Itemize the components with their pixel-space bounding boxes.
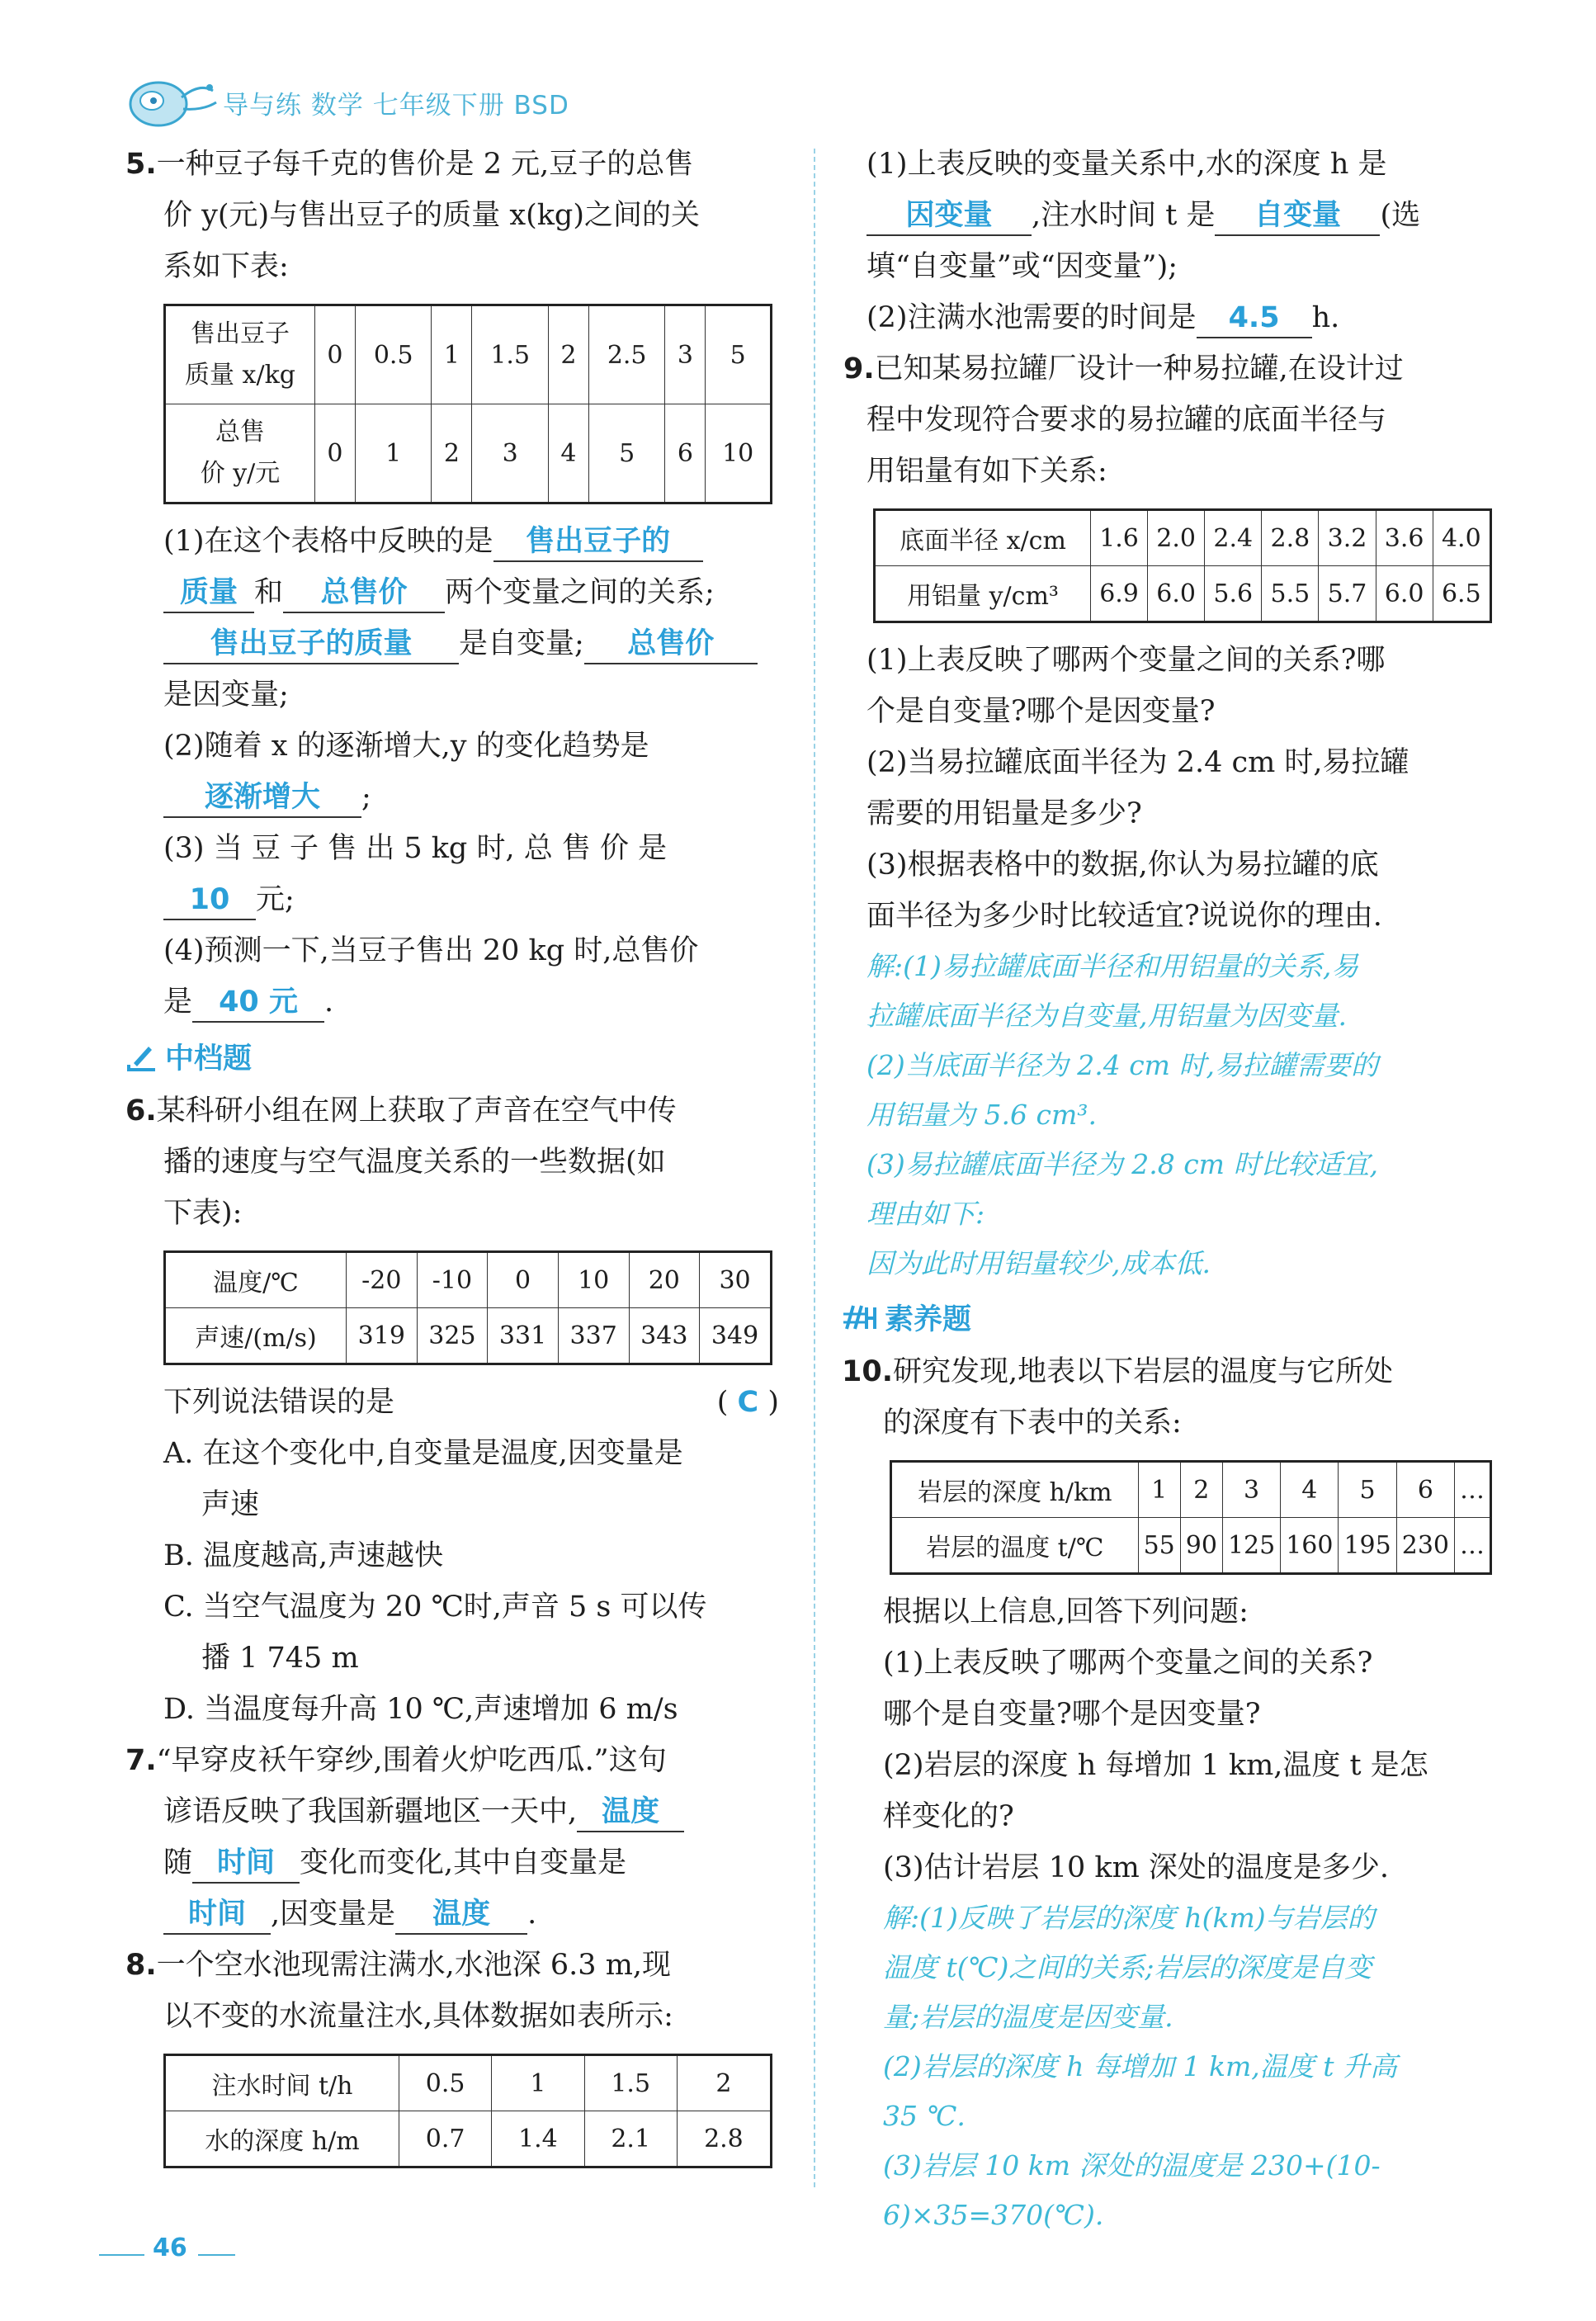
table-cell: …: [1455, 1462, 1491, 1518]
table-cell: 3.2: [1319, 510, 1376, 566]
row-header: 声速/(m/s): [165, 1308, 347, 1364]
right-column: [842, 139, 1495, 2240]
table-cell: 2.0: [1148, 510, 1205, 566]
row-header: 总售 价 y/元: [165, 404, 315, 503]
question-text: (1)上表反映了哪两个变量之间的关系?: [883, 1647, 1373, 1680]
table-cell: 90: [1180, 1518, 1222, 1574]
question-8-parts: [866, 139, 1495, 343]
table-cell: 6.5: [1433, 566, 1490, 622]
question-text: (3)根据表格中的数据,你认为易拉罐的底: [866, 849, 1379, 882]
solution-line: 解:(1)易拉罐底面半径和用铝量的关系,易: [866, 950, 1359, 982]
page-header: [124, 64, 784, 139]
table-cell: 0: [315, 305, 356, 404]
table-cell: 3.6: [1376, 510, 1433, 566]
table-cell: 5: [1339, 1462, 1396, 1518]
table-cell: 2: [432, 404, 472, 503]
table-cell: 2: [548, 305, 588, 404]
table-cell: 2: [1180, 1462, 1222, 1518]
question-text: 的深度有下表中的关系:: [883, 1406, 1182, 1439]
solution-line: 35 ℃.: [883, 2100, 966, 2132]
table-cell: 160: [1281, 1518, 1339, 1574]
question-text: 用铝量有如下关系:: [866, 455, 1107, 488]
table-cell: 2: [677, 2055, 771, 2111]
table-cell: 5: [588, 404, 665, 503]
solution-line: 用铝量为 5.6 cm³.: [866, 1099, 1097, 1131]
row-header: 岩层的深度 h/km: [891, 1462, 1139, 1518]
table-cell: 230: [1396, 1518, 1454, 1574]
section-heading-literacy: 素养题: [842, 1288, 1495, 1346]
table-cell: 337: [558, 1308, 629, 1364]
question-text: “早穿皮袄午穿纱,围着火炉吃西瓜.”这句: [156, 1744, 667, 1777]
question-text: 随: [163, 1846, 193, 1879]
question-text: (1)在这个表格中反映的是: [163, 525, 493, 558]
question-text: 是自变量;: [459, 627, 584, 660]
solution-line: 拉罐底面半径为自变量,用铝量为因变量.: [866, 1000, 1347, 1032]
table-cell: 1: [1138, 1462, 1180, 1518]
row-header: 温度/℃: [165, 1252, 347, 1308]
answer-fill: 温度: [395, 1895, 527, 1935]
question-text: (2)注满水池需要的时间是: [866, 301, 1197, 334]
question-text: 元;: [256, 883, 295, 916]
option-d: D. 当温度每升高 10 ℃,声速增加 6 m/s: [163, 1693, 678, 1726]
table-cell: 325: [417, 1308, 488, 1364]
table-cell: 0.5: [399, 2055, 492, 2111]
table-row: [165, 2111, 772, 2167]
question-text: 某科研小组在网上获取了声音在空气中传: [156, 1094, 677, 1127]
question-text: (3) 当 豆 子 售 出 5 kg 时, 总 售 价 是: [163, 832, 668, 865]
table-cell: 1.6: [1091, 510, 1148, 566]
solution-line: 解:(1)反映了岩层的深度 h(km)与岩层的: [883, 1902, 1375, 1934]
question-text: 价 y(元)与售出豆子的质量 x(kg)之间的关: [163, 199, 700, 232]
question-text: 研究发现,地表以下岩层的温度与它所处: [893, 1355, 1394, 1388]
solution-line: (3)易拉罐底面半径为 2.8 cm 时比较适宜,: [866, 1148, 1378, 1180]
table-cell: 2.8: [677, 2111, 771, 2167]
choice-answer: ( C ): [716, 1386, 779, 1419]
question-text: (3)估计岩层 10 km 深处的温度是多少.: [883, 1851, 1390, 1884]
question-text: ;: [361, 781, 371, 814]
table-cell: 5.5: [1262, 566, 1319, 622]
question-text: h.: [1311, 301, 1340, 334]
table-row: [891, 1518, 1491, 1574]
table-cell: 5: [706, 305, 772, 404]
table-cell: 30: [700, 1252, 772, 1308]
table-cell: 6.0: [1148, 566, 1205, 622]
question-text: 程中发现符合要求的易拉罐的底面半径与: [866, 404, 1387, 437]
question-text: 个是自变量?哪个是因变量?: [866, 695, 1216, 728]
solution-line: (2)岩层的深度 h 每增加 1 km,温度 t 升高: [883, 2050, 1397, 2082]
table-cell: 3: [1222, 1462, 1280, 1518]
table-cell: 4: [548, 404, 588, 503]
table-cell: 0.5: [355, 305, 432, 404]
answer-fill: 因变量: [866, 196, 1032, 236]
table-cell: 1: [492, 2055, 584, 2111]
table-cell: 1: [355, 404, 432, 503]
question-6: [125, 1085, 779, 1735]
column-divider: [814, 149, 815, 2187]
data-table: [163, 2054, 772, 2168]
table-cell: -20: [347, 1252, 418, 1308]
question-10: [842, 1346, 1495, 1449]
option-a-cont: 声速: [201, 1488, 260, 1521]
table-cell: 319: [347, 1308, 418, 1364]
question-text: ,注水时间 t 是: [1032, 199, 1216, 232]
table-cell: 0.7: [399, 2111, 492, 2167]
answer-fill: 时间: [192, 1844, 300, 1884]
table-cell: 20: [629, 1252, 700, 1308]
question-text: 变化而变化,其中自变量是: [300, 1846, 627, 1879]
question-text: 下列说法错误的是: [163, 1386, 395, 1419]
answer-fill: 总售价: [584, 625, 758, 664]
question-text: 系如下表:: [163, 250, 289, 283]
table-cell: 4: [1281, 1462, 1339, 1518]
table-cell: 2.5: [588, 305, 665, 404]
row-header: 售出豆子 质量 x/kg: [165, 305, 315, 404]
data-table: [873, 508, 1492, 623]
table-cell: 6: [1396, 1462, 1454, 1518]
page-number-rule-right: [198, 2254, 235, 2256]
question-text: 已知某易拉罐厂设计一种易拉罐,在设计过: [874, 352, 1404, 385]
table-cell: -10: [417, 1252, 488, 1308]
table-cell: 2.1: [584, 2111, 677, 2167]
question-text: 面半径为多少时比较适宜?说说你的理由.: [866, 900, 1382, 933]
option-a: A. 在这个变化中,自变量是温度,因变量是: [163, 1437, 683, 1470]
table-cell: 4.0: [1433, 510, 1490, 566]
table-cell: 10: [706, 404, 772, 503]
question-number: 7.: [125, 1744, 157, 1777]
question-text: ,因变量是: [271, 1898, 396, 1931]
table-cell: 3: [665, 305, 706, 404]
question-text: 两个变量之间的关系;: [445, 576, 715, 609]
option-b: B. 温度越高,声速越快: [163, 1539, 444, 1572]
question-text: 是: [163, 986, 193, 1019]
page-number-rule-left: [99, 2254, 144, 2256]
question-text: 谚语反映了我国新疆地区一天中,: [163, 1795, 578, 1828]
question-number: 6.: [125, 1094, 157, 1127]
question-text: 一个空水池现需注满水,水池深 6.3 m,现: [156, 1949, 672, 1982]
question-text: 哪个是自变量?哪个是因变量?: [883, 1698, 1261, 1731]
answer-fill: 总售价: [283, 574, 445, 613]
question-number: 5.: [125, 148, 157, 181]
row-header: 注水时间 t/h: [165, 2055, 399, 2111]
table-row: [165, 2055, 772, 2111]
table-cell: 3: [472, 404, 549, 503]
question-text: (4)预测一下,当豆子售出 20 kg 时,总售价: [163, 934, 699, 967]
table-cell: 0: [315, 404, 356, 503]
row-header: 底面半径 x/cm: [875, 510, 1091, 566]
table-cell: …: [1455, 1518, 1491, 1574]
table-cell: 125: [1222, 1518, 1280, 1574]
question-text: (1)上表反映的变量关系中,水的深度 h 是: [866, 148, 1387, 181]
table-cell: 1.5: [584, 2055, 677, 2111]
answer-fill: 10: [163, 881, 256, 920]
answer-fill: 4.5: [1197, 299, 1312, 338]
table-cell: 343: [629, 1308, 700, 1364]
table-row: [165, 404, 772, 503]
table-row: [165, 305, 772, 404]
table-cell: 6.9: [1091, 566, 1148, 622]
question-text: 播的速度与空气温度关系的一些数据(如: [163, 1146, 666, 1179]
table-row: [165, 1308, 772, 1364]
question-number: 8.: [125, 1949, 157, 1982]
table-row: [165, 1252, 772, 1308]
table-row: [891, 1462, 1491, 1518]
question-10-parts: [883, 1586, 1495, 2240]
solution-9: [866, 942, 1495, 1288]
data-table: [163, 1250, 772, 1365]
question-text: (选: [1380, 199, 1421, 232]
left-column: [125, 139, 779, 2180]
question-text: 需要的用铝量是多少?: [866, 797, 1142, 830]
answer-fill: 温度: [577, 1793, 684, 1832]
question-number: 9.: [843, 352, 875, 385]
solution-line: (3)岩层 10 km 深处的温度是 230+(10-: [883, 2149, 1381, 2182]
question-text: 样变化的?: [883, 1800, 1014, 1833]
answer-fill: 质量: [163, 574, 254, 613]
question-text: 是因变量;: [163, 678, 289, 711]
table-cell: 1.4: [492, 2111, 584, 2167]
table-row: [875, 566, 1491, 622]
abacus-icon: [842, 1301, 878, 1334]
row-header: 用铝量 y/cm³: [875, 566, 1091, 622]
data-table: [163, 304, 772, 504]
solution-10: [883, 1893, 1495, 2240]
header-title: 导与练 数学 七年级下册 BSD: [223, 91, 569, 121]
question-text: (1)上表反映了哪两个变量之间的关系?哪: [866, 644, 1386, 677]
table-row: [875, 510, 1491, 566]
question-text: (2)随着 x 的逐渐增大,y 的变化趋势是: [163, 730, 649, 763]
row-header: 水的深度 h/m: [165, 2111, 399, 2167]
table-cell: 5.6: [1205, 566, 1262, 622]
answer-fill: 自变量: [1215, 196, 1380, 236]
question-9: [843, 343, 1495, 497]
question-text: .: [527, 1898, 537, 1931]
question-text: 和: [254, 576, 284, 609]
table-cell: 5.7: [1319, 566, 1376, 622]
question-text: (2)当易拉罐底面半径为 2.4 cm 时,易拉罐: [866, 746, 1409, 779]
question-text: (2)岩层的深度 h 每增加 1 km,温度 t 是怎: [883, 1749, 1428, 1782]
question-text: 一种豆子每千克的售价是 2 元,豆子的总售: [156, 148, 694, 181]
table-cell: 1: [432, 305, 472, 404]
table-cell: 195: [1339, 1518, 1396, 1574]
table-cell: 2.4: [1205, 510, 1262, 566]
question-text: 根据以上信息,回答下列问题:: [883, 1595, 1249, 1628]
question-5: [125, 139, 779, 1028]
question-text: 下表):: [163, 1197, 243, 1230]
page-number: 46: [153, 2234, 187, 2262]
question-7: [125, 1735, 779, 1940]
table-cell: 349: [700, 1308, 772, 1364]
table-cell: 6: [665, 404, 706, 503]
solution-line: 6)×35=370(℃).: [883, 2199, 1104, 2231]
table-cell: 1.5: [472, 305, 549, 404]
question-text: 以不变的水流量注水,具体数据如表所示:: [163, 2000, 673, 2033]
answer-fill: 逐渐增大: [163, 778, 361, 818]
pencil-check-icon: [125, 1040, 158, 1073]
solution-line: 温度 t(℃)之间的关系;岩层的深度是自变: [883, 1951, 1372, 1983]
section-heading-mid: 中档题: [125, 1028, 779, 1085]
solution-line: (2)当底面半径为 2.4 cm 时,易拉罐需要的: [866, 1049, 1378, 1081]
answer-fill: 售出豆子的: [493, 522, 703, 562]
question-number: 10.: [842, 1355, 894, 1388]
mascot-logo-icon: [124, 73, 223, 130]
table-cell: 10: [558, 1252, 629, 1308]
table-cell: 0: [488, 1252, 559, 1308]
option-c-cont: 播 1 745 m: [201, 1642, 359, 1675]
table-cell: 6.0: [1376, 566, 1433, 622]
solution-line: 量;岩层的温度是因变量.: [883, 2001, 1173, 2033]
answer-fill: 40 元: [192, 983, 324, 1023]
table-cell: 331: [488, 1308, 559, 1364]
question-8: [125, 1940, 779, 2168]
question-text: 填“自变量”或“因变量”);: [866, 250, 1178, 283]
solution-line: 因为此时用铝量较少,成本低.: [866, 1247, 1211, 1279]
question-9-parts: [866, 635, 1495, 1288]
table-cell: 2.8: [1262, 510, 1319, 566]
answer-fill: 时间: [163, 1895, 271, 1935]
table-cell: 55: [1138, 1518, 1180, 1574]
solution-line: 理由如下:: [866, 1198, 985, 1230]
answer-fill: 售出豆子的质量: [163, 625, 459, 664]
option-c: C. 当空气温度为 20 ℃时,声音 5 s 可以传: [163, 1591, 707, 1624]
data-table: [890, 1460, 1492, 1575]
row-header: 岩层的温度 t/℃: [891, 1518, 1139, 1574]
question-text: .: [324, 986, 334, 1019]
